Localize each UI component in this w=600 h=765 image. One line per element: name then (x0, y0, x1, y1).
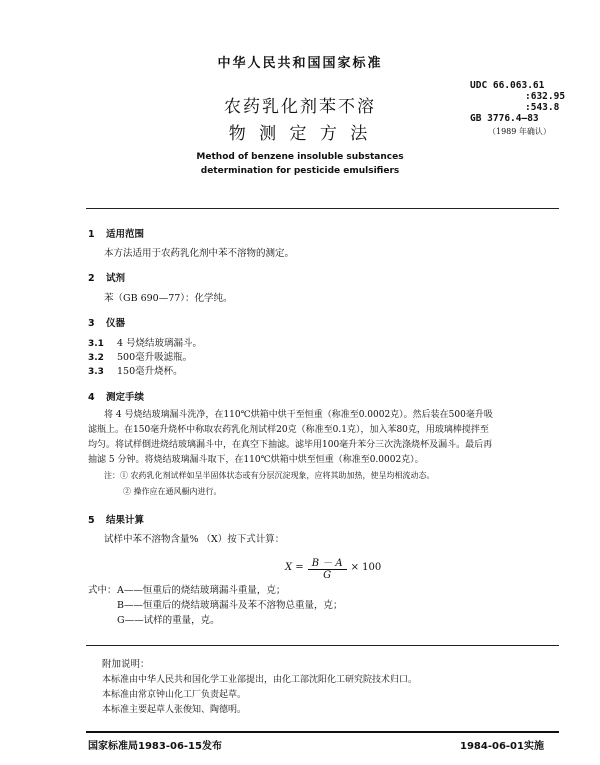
appendix-line-2: 本标准由常京钟山化工厂负责起草。 (102, 690, 247, 700)
variable-a: A——恒重后的烧结玻璃漏斗重量，克； (117, 585, 286, 596)
section-3-title: 仪器 (105, 318, 125, 329)
section-5-title: 结果计算 (105, 515, 144, 526)
title-line-1: 农药乳化剂苯不溶 (224, 97, 376, 117)
formula-fraction (308, 554, 347, 581)
section-4-note-2: ② 操作应在通风橱内进行。 (123, 487, 222, 496)
item-3-3-text: 150毫升烧杯。 (116, 366, 183, 377)
section-1-body: 本方法适用于农药乳化剂中苯不溶物的测定。 (104, 248, 295, 259)
issuer-heading: 中华人民共和国国家标准 (217, 56, 383, 71)
section-4-line-2: 滤瓶上。在150毫升烧杯中称取农药乳化剂试样20克（称准至0.1克），加入苯80克，用玻璃棒搅拌至 (88, 425, 489, 435)
section-4-number: 4 (88, 392, 95, 403)
appendix-divider (86, 645, 559, 646)
section-4-heading (88, 389, 144, 403)
section-5-heading (88, 512, 144, 526)
item-3-1-number: 3.1 (88, 339, 104, 349)
english-title-1: Method of benzene insoluble substances (196, 152, 404, 162)
section-4-line-4: 抽滤 5 分钟。将烧结玻璃漏斗取下，在110℃烘箱中烘至恒重（称准至0.0002克）。 (88, 455, 424, 465)
english-title-2: determination for pesticide emulsifiers (200, 166, 400, 176)
formula-denominator: G (323, 570, 332, 581)
formula-numerator: B － A (308, 554, 347, 570)
section-4-title: 测定手续 (105, 392, 144, 403)
section-2-body: 苯（GB 690—77）：化学纯。 (104, 293, 233, 304)
appendix-line-1: 本标准由中华人民共和国化学工业部提出，由化工部沈阳化工研究院技术归口。 (102, 675, 418, 685)
item-3-2-number: 3.2 (88, 353, 104, 363)
footer-rule (86, 731, 559, 733)
item-3-1-text: 4 号烧结玻璃漏斗。 (116, 338, 203, 349)
udc-line-2: :632.95 (525, 91, 566, 102)
confirm-note: （1989 年确认） (488, 127, 551, 136)
item-3-3-number: 3.3 (88, 367, 104, 377)
section-5-number: 5 (88, 515, 95, 526)
section-1-heading (88, 226, 144, 240)
title-line-2: 物 测 定 方 法 (228, 124, 372, 144)
udc-line-3: :543.8 (525, 102, 560, 113)
section-2-number: 2 (88, 273, 95, 284)
header-divider (86, 208, 559, 209)
footer-publish: 国家标准局1983-06-15发布 (88, 741, 222, 752)
item-3-3 (88, 364, 183, 380)
section-1-number: 1 (88, 229, 95, 240)
formula-rhs: × 100 (350, 562, 382, 573)
section-4-line-3: 均匀。将试样倒进烧结玻璃漏斗中，在真空下抽滤。滤毕用100毫升苯分三次洗涤烧杯及漏斗。最后再 (88, 440, 493, 450)
formula-lhs: X = (285, 562, 304, 573)
section-3-heading (88, 315, 125, 329)
item-3-2-text: 500毫升吸滤瓶。 (116, 352, 193, 363)
section-2-title: 试剂 (105, 273, 125, 284)
section-4-body (88, 408, 558, 468)
variable-b: B——恒重后的烧结玻璃漏斗及苯不溶物总重量，克； (117, 600, 343, 611)
section-3-number: 3 (88, 318, 95, 329)
result-formula (285, 554, 381, 581)
appendix-line-3: 本标准主要起草人张俊知、陶德明。 (102, 705, 247, 715)
section-5-intro: 试样中苯不溶物含量% （X）按下式计算： (104, 534, 285, 545)
section-1-title: 适用范围 (105, 229, 144, 240)
gb-code: GB 3776.4—83 (470, 113, 539, 124)
variable-g: G——试样的重量，克。 (117, 615, 220, 626)
appendix-title: 附加说明： (102, 659, 150, 670)
section-4-note-1: 注：① 农药乳化剂试样如呈半固体状态或有分层沉淀现象，应将其助加热，使呈均相流动态。 (104, 471, 435, 480)
section-2-heading (88, 270, 125, 284)
section-4-line-1: 将 4 号烧结玻璃漏斗洗净，在110℃烘箱中烘干至恒重（称准至0.0002克）。然后装在500毫升吸 (104, 410, 493, 420)
where-prefix: 式中： (88, 585, 117, 596)
footer-effective: 1984-06-01实施 (460, 741, 544, 752)
udc-line-1: UDC 66.063.61 (470, 80, 545, 91)
